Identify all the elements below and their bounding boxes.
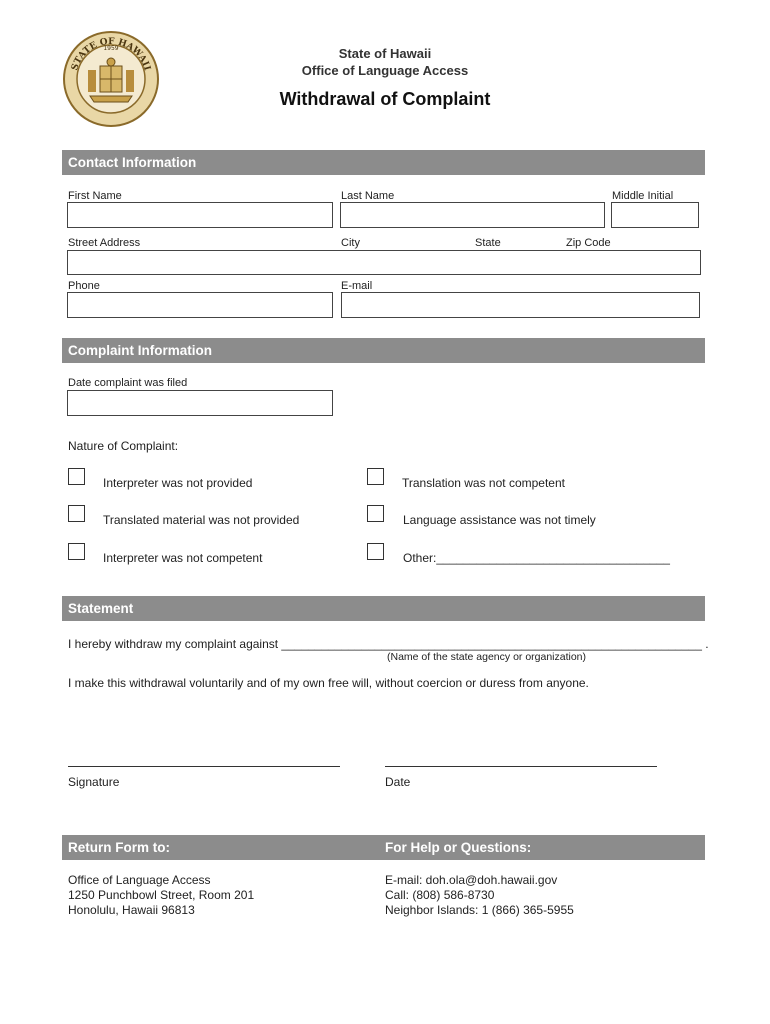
- middle-initial-label: Middle Initial: [612, 190, 674, 202]
- agency-name-caption: (Name of the state agency or organization): [387, 651, 587, 663]
- option-interpreter-not-competent: Interpreter was not competent: [103, 551, 263, 565]
- page-title: Withdrawal of Complaint: [279, 89, 491, 109]
- help-contacts: [385, 873, 574, 918]
- date-filed-label: Date complaint was filed: [68, 377, 188, 389]
- signature-line[interactable]: [68, 766, 340, 767]
- first-name-label: First Name: [68, 190, 122, 202]
- checkbox-interpreter-not-provided[interactable]: [68, 468, 85, 485]
- withdraw-statement: I hereby withdraw my complaint against _______________________________________________________________ .: [68, 637, 709, 651]
- complaint-section-header: Complaint Information: [62, 338, 705, 363]
- help-title: For Help or Questions:: [385, 840, 532, 855]
- checkbox-interpreter-not-competent[interactable]: [68, 543, 85, 560]
- checkbox-other[interactable]: [367, 543, 384, 560]
- return-address: [68, 873, 254, 918]
- seal-year: 1959: [103, 45, 119, 52]
- help-email: E-mail: doh.ola@doh.hawaii.gov: [385, 873, 558, 887]
- zip-code-label: Zip Code: [566, 237, 611, 249]
- header-office-name: Office of Language Access: [301, 63, 469, 78]
- phone-label: Phone: [68, 280, 100, 292]
- last-name-label: Last Name: [341, 190, 395, 202]
- seal-text: STATE OF HAWAII: [70, 36, 152, 72]
- option-interpreter-not-provided: Interpreter was not provided: [103, 476, 253, 490]
- phone-field[interactable]: [67, 292, 333, 318]
- state-seal-logo: [62, 30, 160, 128]
- date-line[interactable]: [385, 766, 657, 767]
- street-address-label: Street Address: [68, 237, 141, 249]
- return-address-line: 1250 Punchbowl Street, Room 201: [68, 888, 255, 902]
- state-label: State: [475, 237, 501, 249]
- middle-initial-field[interactable]: [611, 202, 699, 228]
- return-address-line: Honolulu, Hawaii 96813: [68, 903, 195, 917]
- date-filed-field[interactable]: [67, 390, 333, 416]
- city-label: City: [341, 237, 360, 249]
- footer-band: [62, 835, 705, 860]
- signature-label: Signature: [68, 775, 120, 789]
- help-neighbor-islands: Neighbor Islands: 1 (866) 365-5955: [385, 903, 574, 917]
- checkbox-translated-material-not-provided[interactable]: [68, 505, 85, 522]
- email-label: E-mail: [341, 280, 373, 292]
- nature-of-complaint-label: Nature of Complaint:: [68, 439, 179, 453]
- statement-section-header: Statement: [62, 596, 705, 621]
- checkbox-language-assistance-not-timely[interactable]: [367, 505, 384, 522]
- help-phone: Call: (808) 586-8730: [385, 888, 495, 902]
- return-form-title: Return Form to:: [68, 840, 170, 855]
- first-name-field[interactable]: [67, 202, 333, 228]
- option-other: Other:___________________________________: [403, 551, 670, 565]
- header-state-name: State of Hawaii: [338, 46, 432, 61]
- checkbox-translation-not-competent[interactable]: [367, 468, 384, 485]
- return-address-line: Office of Language Access: [68, 873, 211, 887]
- last-name-field[interactable]: [340, 202, 605, 228]
- contact-section-header: Contact Information: [62, 150, 705, 175]
- option-translation-not-competent: Translation was not competent: [402, 476, 565, 490]
- voluntary-statement: I make this withdrawal voluntarily and of my own free will, without coercion or duress from anyone.: [68, 676, 589, 690]
- date-label: Date: [385, 775, 411, 789]
- option-language-assistance-not-timely: Language assistance was not timely: [403, 513, 596, 527]
- option-translated-material-not-provided: Translated material was not provided: [103, 513, 300, 527]
- address-field[interactable]: [67, 250, 701, 275]
- email-field[interactable]: [341, 292, 700, 318]
